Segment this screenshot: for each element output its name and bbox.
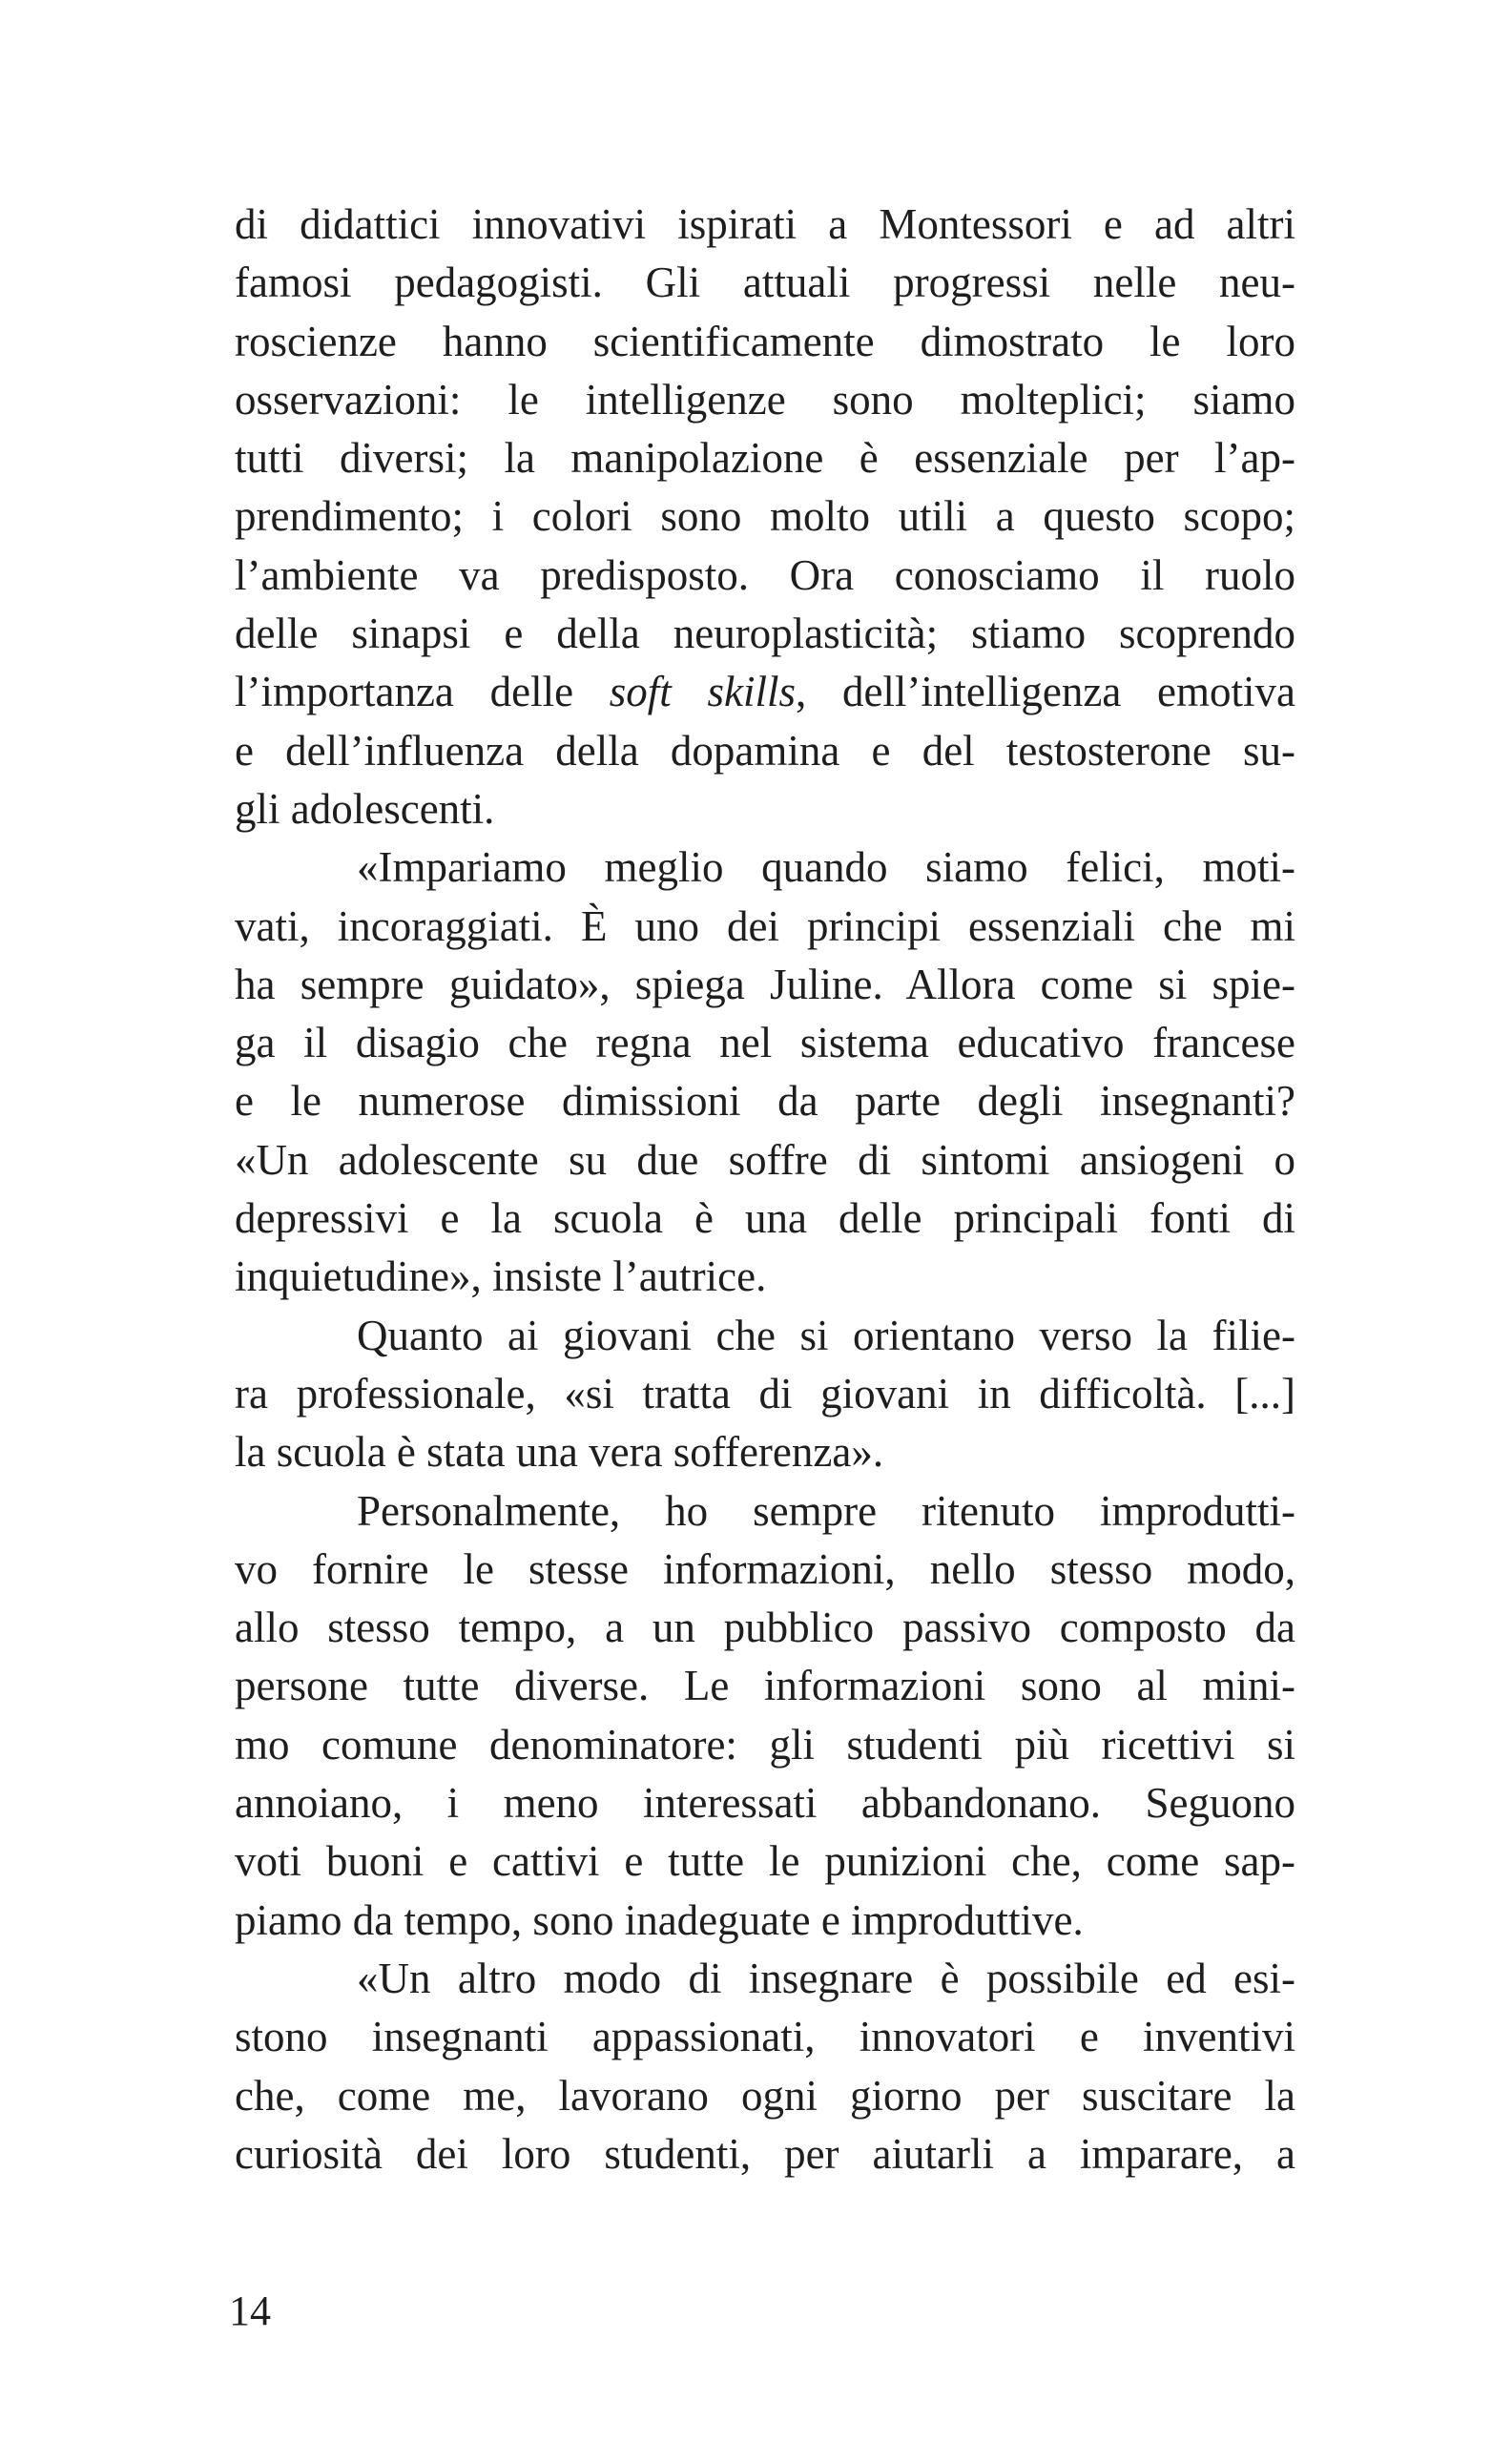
text-run: inquietudine», insiste l’autrice. <box>235 1252 767 1301</box>
text-line <box>235 1248 1295 1306</box>
body-text <box>235 196 1295 2183</box>
text-line <box>235 780 1295 838</box>
text-line <box>235 1657 1295 1715</box>
text-line <box>235 956 1295 1014</box>
text-run: mo comune denominatore: gli studenti più ricettivi si <box>235 1720 1295 1769</box>
text-run: delle sinapsi e della neuroplasticità; stiamo scoprendo <box>235 610 1295 658</box>
text-line <box>235 1599 1295 1657</box>
text-run: ga il disagio che regna nel sistema educativo francese <box>235 1019 1295 1067</box>
text-run: roscienze hanno scientificamente dimostrato le loro <box>235 317 1295 365</box>
text-run: gli adolescenti. <box>235 784 495 833</box>
text-line <box>235 1307 1295 1365</box>
text-line <box>235 429 1295 487</box>
text-line <box>235 722 1295 780</box>
text-line <box>235 1716 1295 1774</box>
text-run: vati, incoraggiati. È uno dei principi essenziali che mi <box>235 901 1295 950</box>
page-number: 14 <box>229 2287 271 2334</box>
text-run: l’importanza delle <box>235 668 610 716</box>
text-line <box>235 487 1295 546</box>
text-run: depressivi e la scuola è una delle principali fonti di <box>235 1194 1295 1243</box>
text-run: di didattici innovativi ispirati a Montessori e ad altri <box>235 200 1295 248</box>
text-run: «Impariamo meglio quando siamo felici, moti- <box>357 843 1295 892</box>
text-run: persone tutte diverse. Le informazioni sono al mini- <box>235 1662 1295 1710</box>
text-run: ra professionale, «si tratta di giovani in difficoltà. [...] <box>235 1369 1295 1418</box>
text-line <box>235 1131 1295 1190</box>
text-line <box>235 1190 1295 1248</box>
text-line <box>235 605 1295 663</box>
text-line <box>235 1014 1295 1072</box>
text-run: osservazioni: le intelligenze sono molteplici; siamo <box>235 375 1295 424</box>
text-line <box>235 838 1295 897</box>
italic-text: soft skills <box>609 668 796 716</box>
text-line <box>235 2067 1295 2125</box>
text-run: e le numerose dimissioni da parte degli insegnanti? <box>235 1077 1295 1126</box>
text-run: e dell’influenza della dopamina e del testosterone su- <box>235 726 1295 775</box>
text-line <box>235 1774 1295 1832</box>
text-line <box>235 898 1295 956</box>
text-run: famosi pedagogisti. Gli attuali progressi nelle neu- <box>235 259 1295 307</box>
text-run: Quanto ai giovani che si orientano verso la filie- <box>357 1311 1295 1359</box>
text-run: vo fornire le stesse informazioni, nello stesso modo, <box>235 1544 1295 1593</box>
text-run: «Un adolescente su due soffre di sintomi ansiogeni o <box>235 1135 1295 1184</box>
text-run: che, come me, lavorano ogni giorno per suscitare la <box>235 2071 1295 2120</box>
text-run: «Un altro modo di insegnare è possibile ed esi- <box>357 1954 1295 2002</box>
text-run: allo stesso tempo, a un pubblico passivo composto da <box>235 1604 1295 1652</box>
text-run: voti buoni e cattivi e tutte le punizioni che, come sap- <box>235 1837 1295 1886</box>
text-line <box>235 547 1295 605</box>
text-line <box>235 1482 1295 1541</box>
text-run: stono insegnanti appassionati, innovatori e inventivi <box>235 2013 1295 2061</box>
text-line <box>235 1423 1295 1481</box>
text-run: Personalmente, ho sempre ritenuto improdutti- <box>357 1486 1295 1535</box>
text-run: piamo da tempo, sono inadeguate e improduttive. <box>235 1895 1084 1944</box>
text-run: curiosità dei loro studenti, per aiutarli a imparare, a <box>235 2129 1295 2178</box>
text-line <box>235 1950 1295 2008</box>
text-line <box>235 1072 1295 1130</box>
text-line <box>235 1892 1295 1950</box>
text-line <box>235 371 1295 429</box>
text-line <box>235 2008 1295 2066</box>
text-run: la scuola è stata una vera sofferenza». <box>235 1428 884 1477</box>
text-line <box>235 1541 1295 1599</box>
text-run: prendimento; i colori sono molto utili a questo scopo; <box>235 492 1295 541</box>
text-line <box>235 196 1295 254</box>
text-line <box>235 254 1295 312</box>
text-line <box>235 313 1295 371</box>
text-run: annoiano, i meno interessati abbandonano. Seguono <box>235 1779 1295 1828</box>
text-line <box>235 1832 1295 1891</box>
text-line <box>235 1365 1295 1423</box>
text-run: tutti diversi; la manipolazione è essenziale per l’ap- <box>235 434 1295 483</box>
text-run: ha sempre guidato», spiega Juline. Allora come si spie- <box>235 960 1295 1008</box>
text-line <box>235 2125 1295 2183</box>
text-run: , dell’intelligenza emotiva <box>796 668 1295 716</box>
text-line <box>235 663 1295 721</box>
text-run: l’ambiente va predisposto. Ora conosciamo il ruolo <box>235 550 1295 599</box>
